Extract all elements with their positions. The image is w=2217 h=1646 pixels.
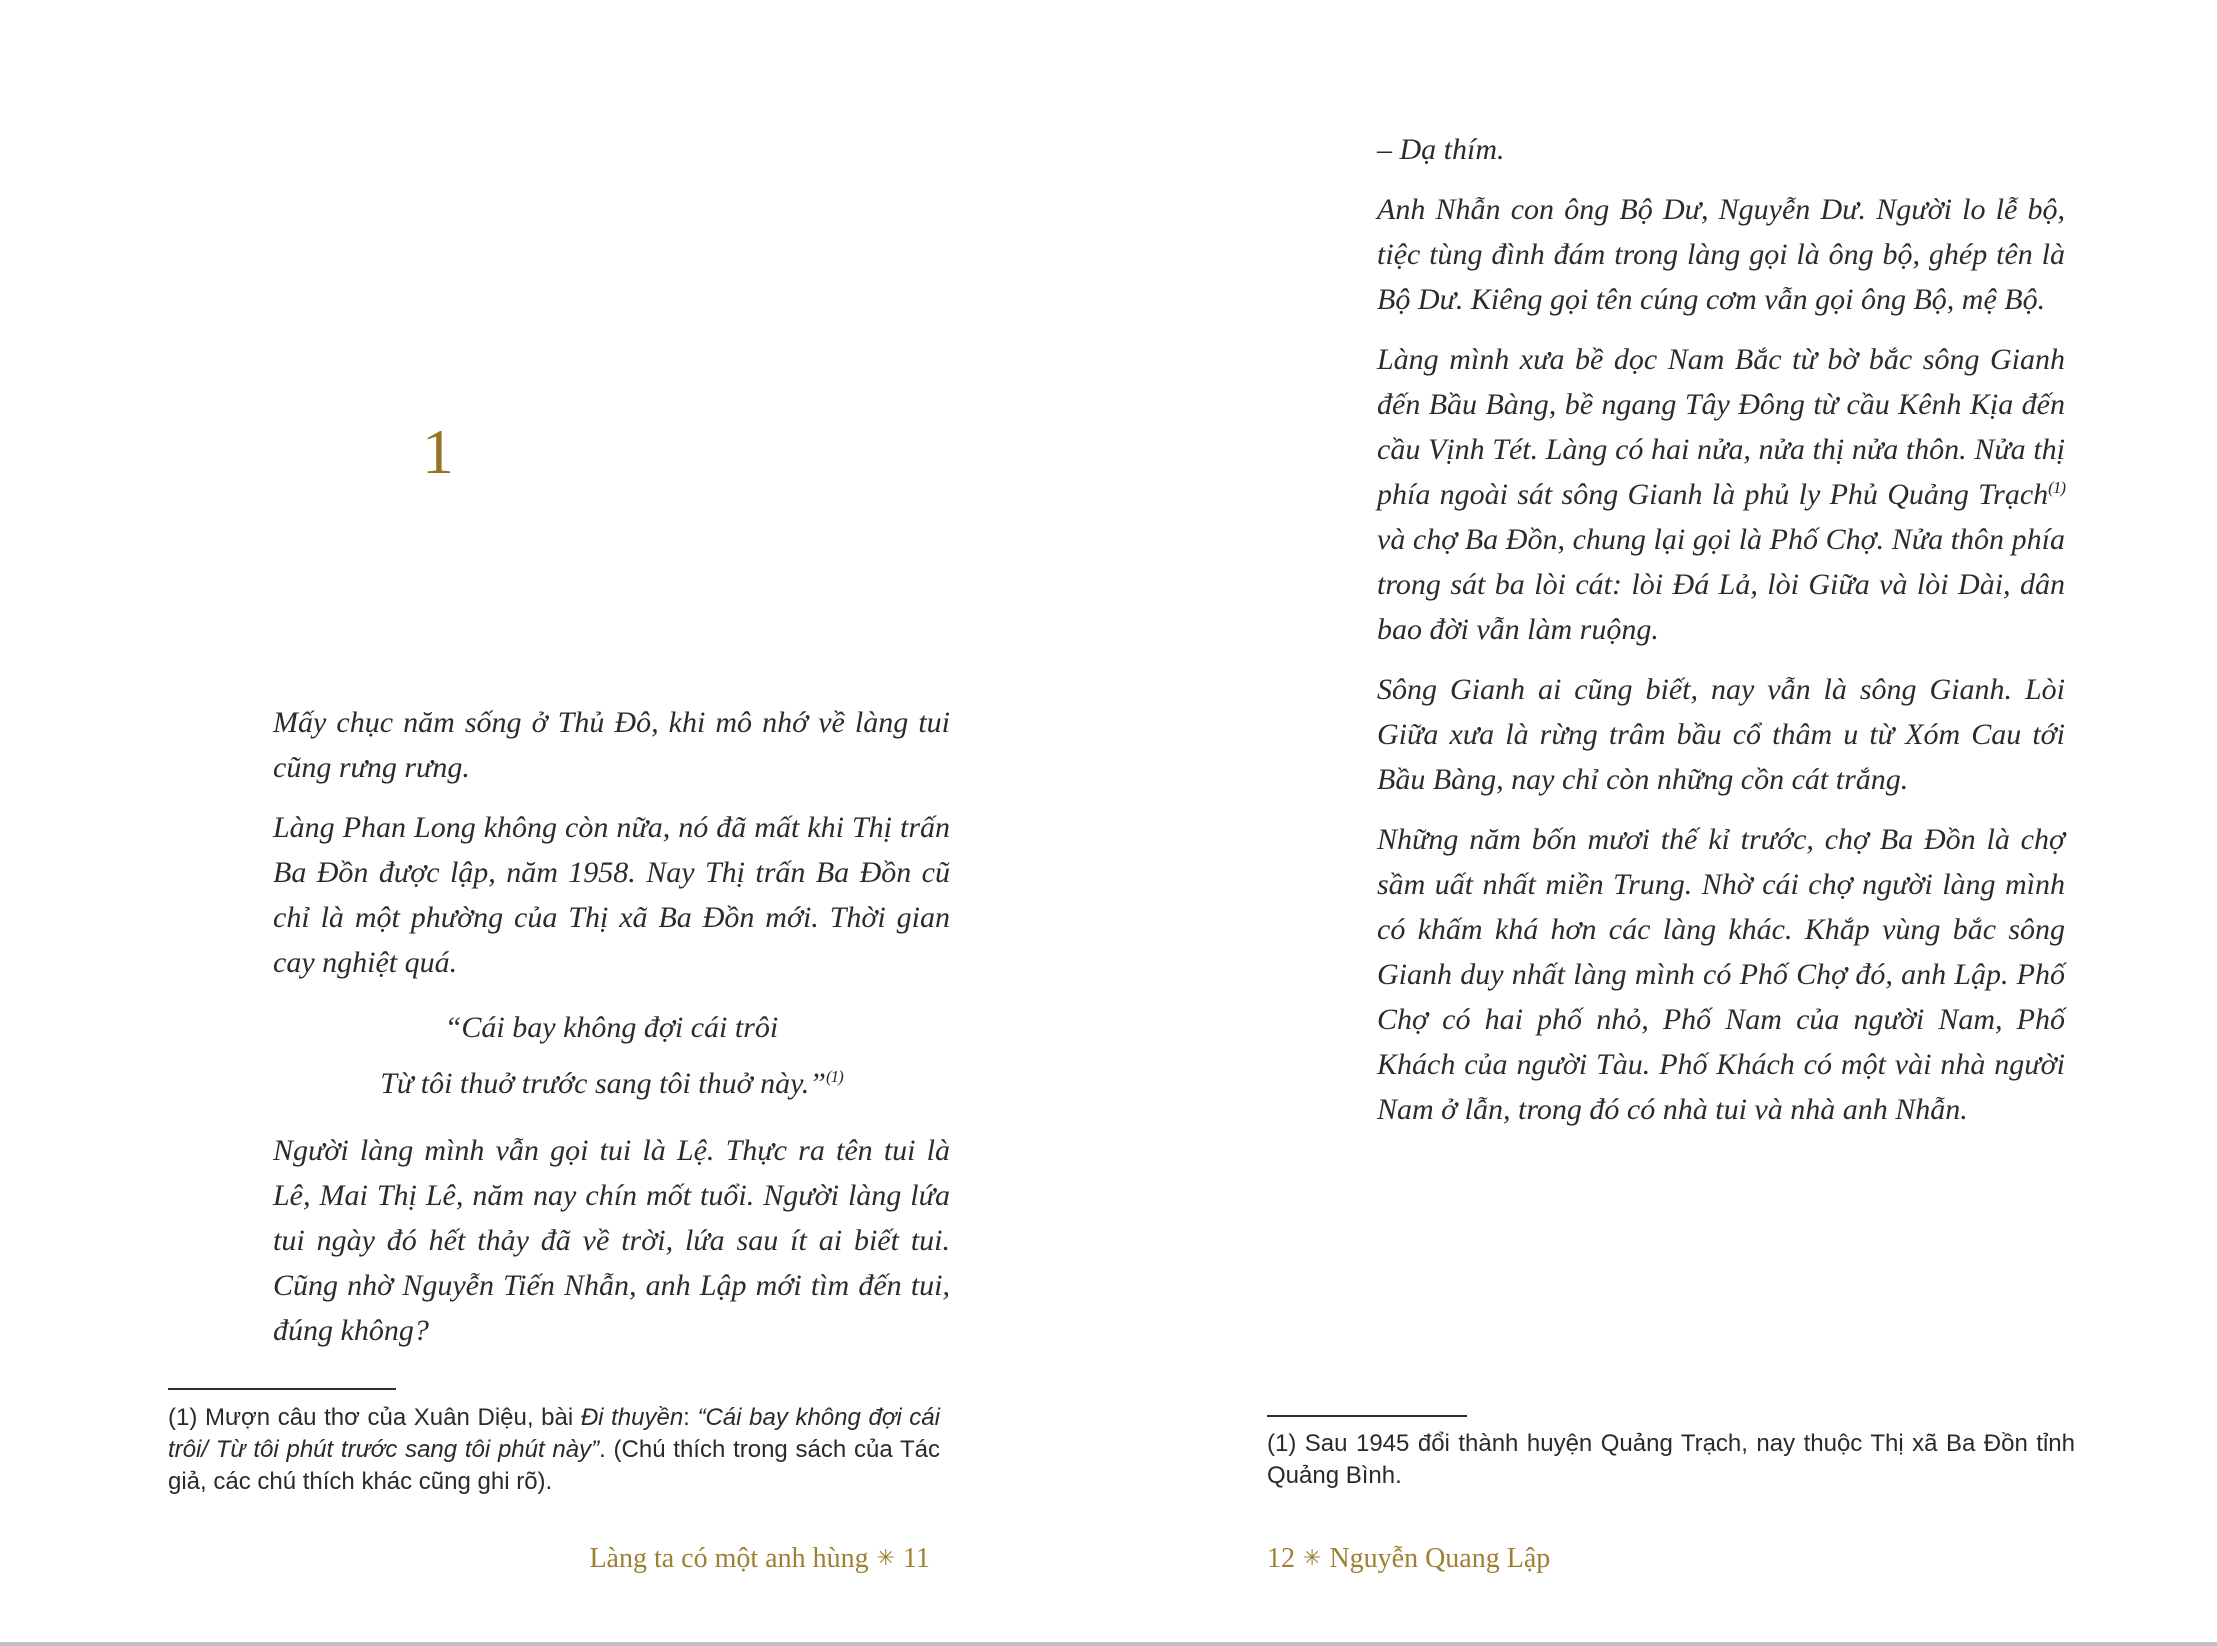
- left-page-footer: [273, 1542, 930, 1578]
- right-page-footer: [1267, 1542, 1550, 1578]
- asterisk-separator: ✳: [876, 1546, 896, 1571]
- paragraph: Làng Phan Long không còn nữa, nó đã mất khi Thị trấn Ba Đồn được lập, năm 1958. Nay Thị trấn Ba Đồn cũ chỉ là một phường của Thị xã Ba Đồn mới. Thời gian cay nghiệt quá.: [273, 811, 950, 979]
- footnote: (1) Sau 1945 đổi thành huyện Quảng Trạch, nay thuộc Thị xã Ba Đồn tỉnh Quảng Bình.: [1267, 1430, 2075, 1489]
- page-number: 12: [1267, 1543, 1295, 1574]
- verse-line: Từ tôi thuở trước sang tôi thuở này.”$^{(1)}$: [380, 1067, 843, 1100]
- paragraph: Làng mình xưa bề dọc Nam Bắc từ bờ bắc sông Gianh đến Bầu Bàng, bề ngang Tây Đông từ cầu Kênh Kịa đến cầu Vịnh Tét. Làng có hai nửa, nửa thị nửa thôn. Nửa thị phía ngoài sát sông Gianh là phủ ly Phủ Quảng Trạch$^{(1)}$ và chợ Ba Đồn, chung lại gọi là Phố Chợ. Nửa thôn phía trong sát ba lòi cát: lòi Đá Lả, lòi Giữa và lòi Dài, dân bao đời vẫn làm ruộng.: [1377, 343, 2065, 646]
- chapter-number: 1: [422, 416, 454, 487]
- verse-quote: [273, 1000, 950, 1112]
- paragraph: Người làng mình vẫn gọi tui là Lệ. Thực ra tên tui là Lê, Mai Thị Lê, năm nay chín mốt tuổi. Người làng lứa tui ngày đó hết thảy đã về trời, lứa sau ít ai biết tui. Cũng nhờ Nguyễn Tiến Nhẫn, anh Lập mới tìm đến tui, đúng không?: [273, 1134, 950, 1347]
- footnote-marker: (1): [825, 1067, 843, 1086]
- page-bottom-edge: [0, 1642, 2217, 1646]
- footnote-rule: [1267, 1415, 1467, 1417]
- paragraph: Anh Nhẫn con ông Bộ Dư, Nguyễn Dư. Người lo lễ bộ, tiệc tùng đình đám trong làng gọi là ông bộ, ghép tên là Bộ Dư. Kiêng gọi tên cúng cơm vẫn gọi ông Bộ, mệ Bộ.: [1377, 193, 2065, 316]
- left-page-body: [273, 700, 950, 1368]
- asterisk-separator: ✳: [1303, 1546, 1322, 1571]
- author-name: Nguyễn Quang Lập: [1329, 1543, 1551, 1574]
- footnote-rule: [168, 1388, 396, 1390]
- paragraph: Sông Gianh ai cũng biết, nay vẫn là sông Gianh. Lòi Giữa xưa là rừng trâm bầu cổ thâm u từ Xóm Cau tới Bầu Bàng, nay chỉ còn những cồn cát trắng.: [1377, 673, 2065, 796]
- right-page-body: [1377, 127, 2065, 1147]
- cited-work-title: Đi thuyền: [580, 1404, 684, 1431]
- verse-line: “Cái bay không đợi cái trôi: [444, 1011, 779, 1044]
- paragraph: Mấy chục năm sống ở Thủ Đô, khi mô nhớ về làng tui cũng rưng rưng.: [273, 706, 950, 784]
- paragraph: Những năm bốn mươi thế kỉ trước, chợ Ba Đồn là chợ sầm uất nhất miền Trung. Nhờ cái chợ người làng mình có khấm khá hơn các làng khác. Khắp vùng bắc sông Gianh duy nhất làng mình có Phố Chợ đó, anh Lập. Phố Chợ có hai phố nhỏ, Phố Nam của người Nam, Phố Khách của người Tàu. Phố Khách có một vài nhà người Nam ở lẫn, trong đó có nhà tui và nhà anh Nhẫn.: [1377, 823, 2065, 1126]
- paragraph: – Dạ thím.: [1377, 133, 1505, 166]
- quoted-verse: “Cái bay không đợi cái trôi/ Từ tôi phút trước sang tôi phút này”: [168, 1404, 940, 1463]
- page-number: 11: [903, 1543, 930, 1574]
- running-title: Làng ta có một anh hùng: [589, 1543, 869, 1574]
- footnote: (1) Mượn câu thơ của Xuân Diệu, bài Đi thuyền: “Cái bay không đợi cái trôi/ Từ tôi phút trước sang tôi phút này”. (Chú thích trong sách của Tác giả, các chú thích khác cũng ghi rõ).: [168, 1404, 940, 1495]
- footnote-marker: (1): [2048, 478, 2065, 497]
